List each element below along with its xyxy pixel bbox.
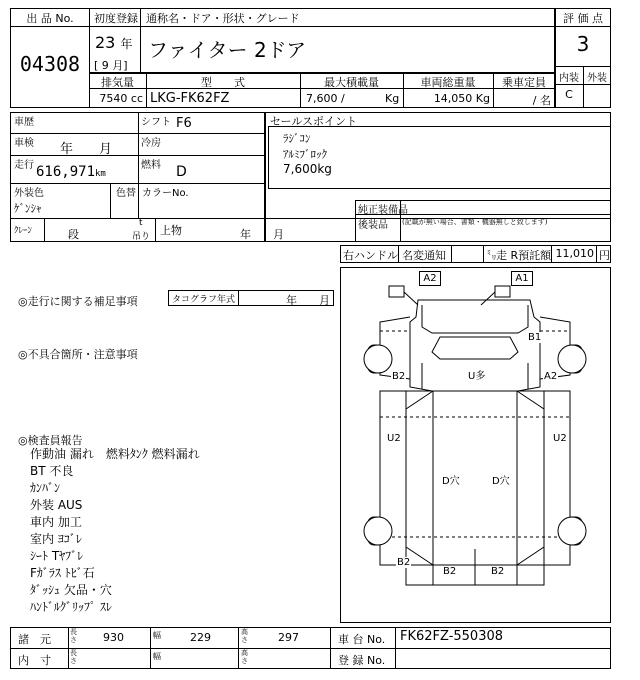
ext-color-label: 外装色 — [14, 188, 44, 199]
color-change-label: 色替 — [116, 188, 136, 199]
sales-label: セールスポイント — [270, 115, 358, 128]
shift-label: シフト — [141, 117, 171, 128]
lot-number: 04308 — [19, 52, 81, 76]
aftermarket-label: 後装品 — [358, 220, 388, 231]
height-label: 高さ — [241, 628, 248, 644]
lot-label: 出 品 No. — [26, 12, 74, 25]
inspector-line: ｼｰﾄ Tﾔﾌﾞﾚ — [30, 549, 84, 563]
mark-u2-right: U2 — [553, 433, 567, 444]
interior-grade: C — [565, 88, 573, 101]
ext-color-value: ｹﾞﾝｼｬ — [14, 202, 42, 215]
mark-b2-bottom-right: B2 — [491, 566, 505, 577]
length-label: 長さ — [70, 628, 77, 644]
inspector-line: 作動油 漏れ 燃料ﾀﾝｸ 燃料漏れ — [30, 447, 200, 461]
dims-label: 諸 元 — [18, 633, 51, 646]
crane-label: ｸﾚｰﾝ — [14, 226, 33, 236]
mileage-unit: km — [95, 169, 106, 179]
mark-b2-rear-left: B2 — [397, 557, 411, 568]
mileage-label: 走行 — [14, 160, 34, 171]
length-value: 930 — [103, 631, 124, 644]
deposit-value: 11,010 — [555, 247, 594, 260]
model-label: 型 式 — [201, 76, 245, 89]
crane-t: t — [139, 218, 143, 228]
mileage-value: 616,971 — [36, 164, 96, 180]
score-label: 評 価 点 — [563, 12, 603, 25]
genuine-label: 純正装備品 — [358, 205, 408, 216]
inner-length-label: 長さ — [70, 649, 77, 665]
capacity-value: / 名 — [532, 94, 551, 107]
gross-weight-label: 車両総重量 — [420, 76, 476, 89]
fuel-value: D — [176, 164, 187, 180]
inner-dims-label: 内 寸 — [18, 654, 51, 667]
deposit-unit: 円 — [599, 249, 610, 262]
gross-weight-value: 14,050 Kg — [433, 92, 490, 105]
tachograph-label: タコグラフ年式 — [172, 295, 236, 305]
inspection-value: 年 月 — [60, 142, 113, 157]
score-value: 3 — [576, 32, 590, 56]
mark-u-floor: U多 — [467, 367, 486, 382]
name-change-label: 名変通知 — [402, 249, 446, 262]
inspector-line: Fｶﾞﾗｽ ﾄﾋﾞ石 — [30, 566, 95, 580]
sales-item-3: 7,600kg — [283, 162, 332, 176]
chassis-value: FK62FZ-550308 — [400, 629, 504, 644]
sales-item-2: ｱﾙﾐﾌﾞﾛｯｸ — [283, 148, 327, 161]
history-label: 車歴 — [14, 117, 34, 128]
year-unit: 年 — [120, 37, 133, 51]
inner-width-label: 幅 — [153, 652, 161, 661]
loading-value: 年 月 — [240, 228, 284, 241]
defects-label: ◎不具合箇所・注意事項 — [18, 348, 138, 361]
inspector-line: 外装 AUS — [30, 498, 83, 512]
width-value: 229 — [190, 631, 211, 644]
mark-d-right: D穴 — [491, 472, 511, 487]
car-name: ファイター 2ドア — [148, 38, 307, 62]
ac-label: 冷房 — [141, 138, 161, 149]
driving-notes-label: ◎走行に関する補足事項 — [18, 295, 138, 308]
inspector-label: ◎検査員報告 — [18, 434, 83, 447]
displacement-value: 7540 cc — [99, 92, 143, 105]
loading-label: 上物 — [160, 224, 182, 237]
reg-label: 登 録 No. — [338, 654, 386, 667]
fuel-label: 燃料 — [141, 160, 161, 171]
month-value: [ 9 月] — [94, 59, 128, 72]
truck-outline — [340, 267, 611, 623]
rhd-label: 右ハンドル — [343, 249, 398, 262]
inspection-label: 車検 — [14, 138, 34, 149]
deposit-label: 走 R預託額 — [496, 249, 552, 262]
max-load-label: 最大積載量 — [324, 76, 379, 89]
height-value: 297 — [278, 631, 299, 644]
inspector-lines — [30, 446, 200, 616]
inspector-line: ﾊﾝﾄﾞﾙｸﾞﾘｯﾌﾟ ｽﾚ — [30, 600, 112, 614]
mark-b2-left: B2 — [392, 371, 406, 382]
color-no-label: カラーNo. — [142, 188, 189, 199]
first-reg-label: 初度登録 — [94, 12, 138, 25]
crane-steps: 段 — [68, 228, 79, 241]
interior-label: 内装 — [559, 73, 579, 84]
crane-suspend: 吊り — [132, 232, 151, 242]
year-value: 23 — [95, 33, 116, 52]
capacity-label: 乗車定員 — [502, 76, 546, 89]
mark-b1: B1 — [528, 332, 542, 343]
shift-value: F6 — [176, 116, 192, 131]
mark-a2-right: A2 — [544, 371, 558, 382]
model-value: LKG-FK62FZ — [150, 91, 230, 106]
name-grade-label: 通称名・ドア・形状・グレード — [146, 12, 300, 25]
mileage-note: ㍉ — [486, 249, 497, 262]
inspector-line: ｶﾝﾊﾞﾝ — [30, 481, 61, 495]
tachograph-value: 年 月 — [286, 294, 330, 307]
mark-d-left: D穴 — [441, 472, 461, 487]
sales-item-1: ﾗｼﾞｺﾝ — [283, 132, 311, 145]
chassis-label: 車 台 No. — [338, 633, 386, 646]
inspector-line: BT 不良 — [30, 464, 74, 478]
exterior-label: 外装 — [587, 73, 607, 84]
max-load-unit: Kg — [385, 92, 400, 105]
mark-u2-left: U2 — [387, 433, 401, 444]
inspector-line: 車内 加工 — [30, 515, 82, 529]
inner-height-label: 高さ — [241, 649, 248, 665]
displacement-label: 排気量 — [101, 76, 134, 89]
mark-b2-bottom-left: B2 — [443, 566, 457, 577]
mark-a1-top: A1 — [511, 271, 533, 286]
aftermarket-note: (記載が無い場合、書類・機器無しと致します) — [402, 218, 548, 226]
mark-a2-top: A2 — [419, 271, 441, 286]
width-label: 幅 — [153, 631, 161, 640]
inspector-line: ﾀﾞｯｼｭ 欠品・穴 — [30, 583, 112, 597]
inspector-line: 室内 ﾖｺﾞﾚ — [30, 532, 82, 546]
max-load-value: 7,600 / — [306, 92, 345, 105]
